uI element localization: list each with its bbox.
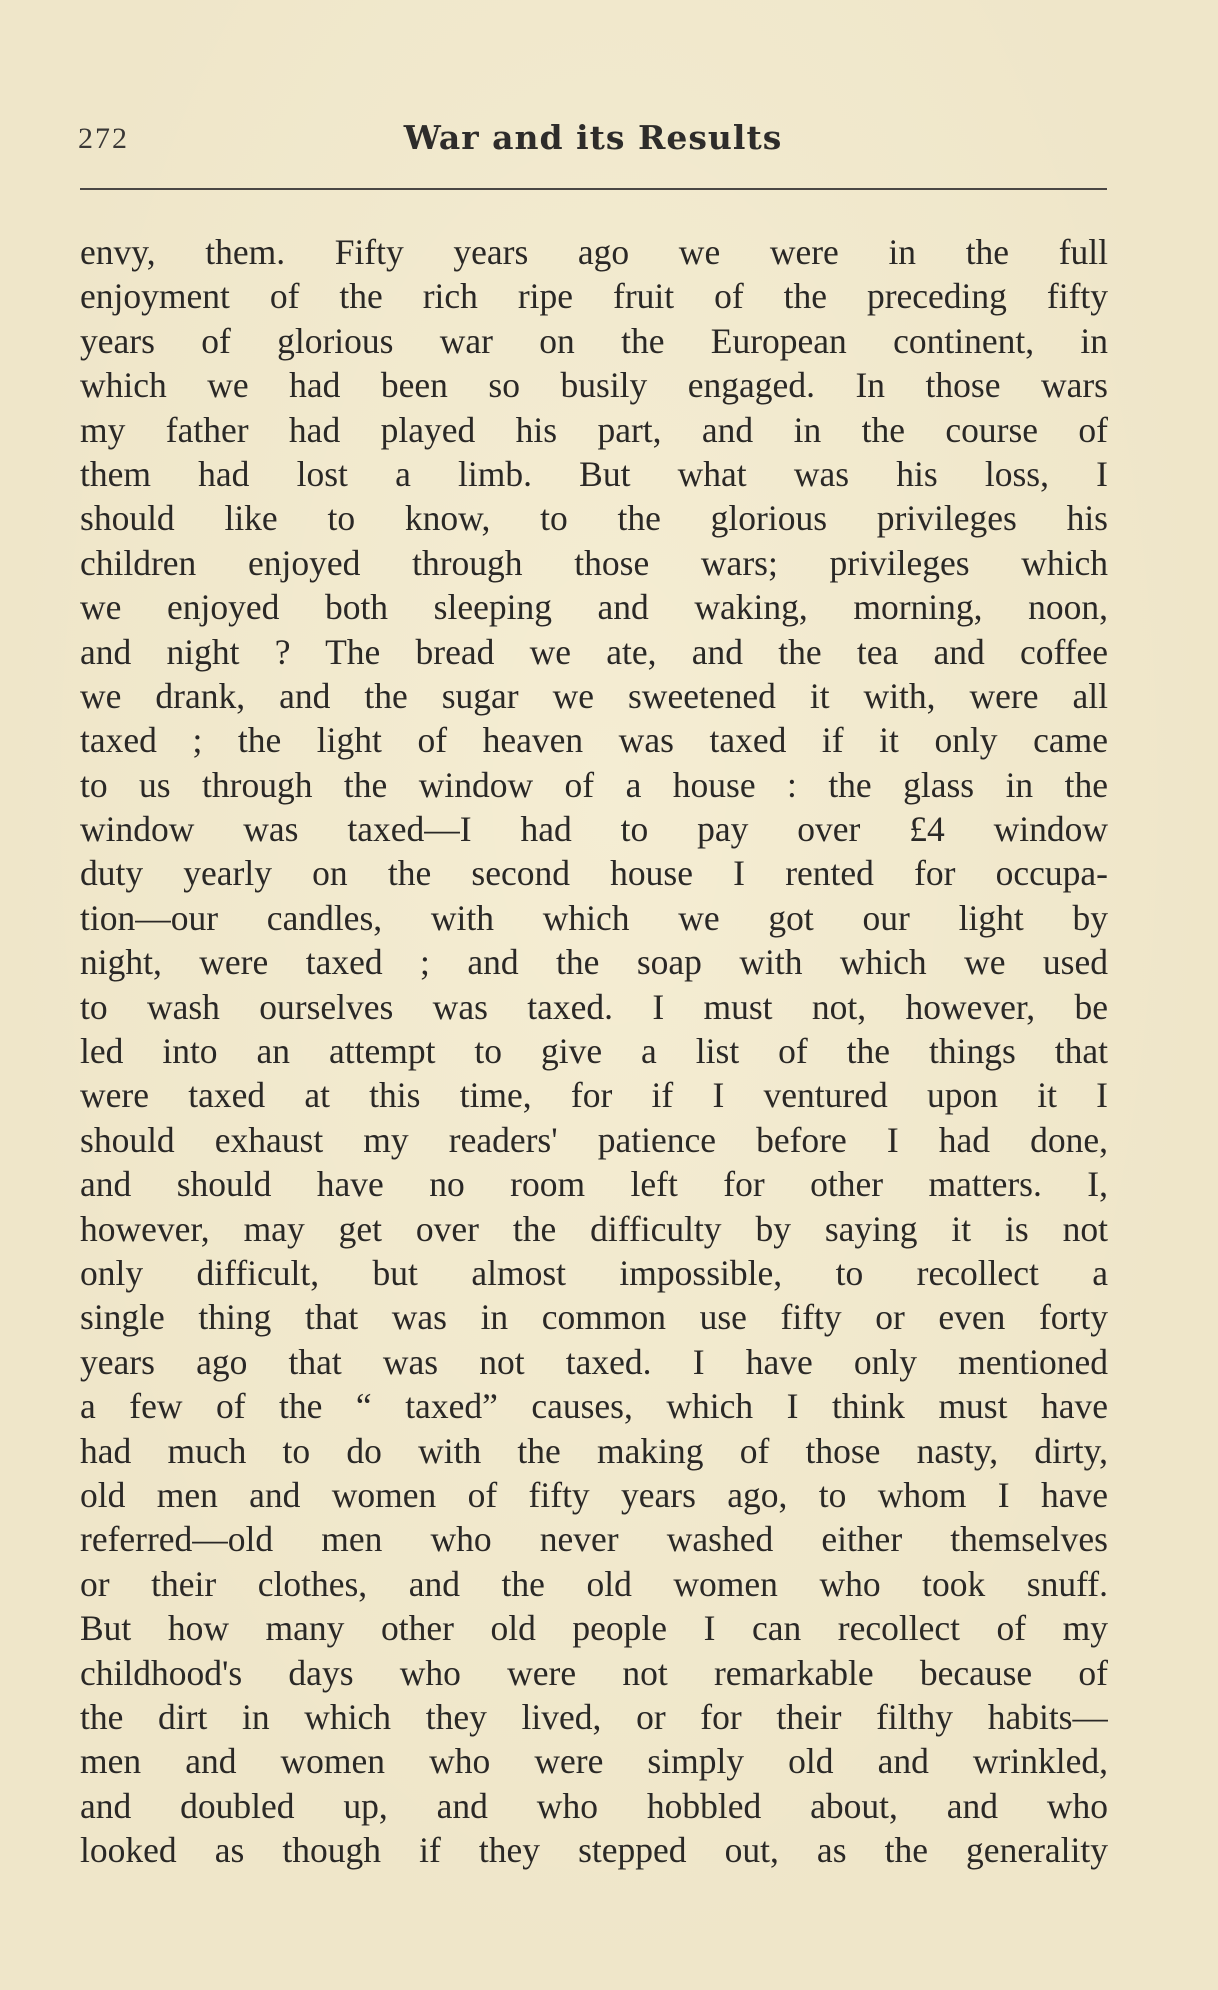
text-line: and doubled up, and who hobbled about, and who	[80, 1785, 1108, 1826]
text-line: years of glorious war on the European continent, in	[80, 320, 1108, 361]
text-line: tion—our candles, with which we got our light by	[80, 897, 1108, 938]
text-line: taxed ; the light of heaven was taxed if it only came	[80, 720, 1108, 761]
body-text	[80, 230, 1108, 1872]
text-line: should exhaust my readers' patience before I had done,	[80, 1119, 1108, 1160]
text-line: had much to do with the making of those nasty, dirty,	[80, 1430, 1108, 1471]
text-line: childhood's days who were not remarkable because of	[80, 1652, 1108, 1693]
text-line: which we had been so busily engaged. In those wars	[80, 365, 1108, 406]
text-line: night, were taxed ; and the soap with which we used	[80, 942, 1108, 983]
text-line: old men and women of fifty years ago, to whom I have	[80, 1474, 1108, 1515]
text-line: we drank, and the sugar we sweetened it with, were all	[80, 675, 1108, 716]
text-line: my father had played his part, and in the course of	[80, 409, 1108, 450]
text-line: or their clothes, and the old women who took snuff.	[80, 1563, 1108, 1604]
text-line: and should have no room left for other matters. I,	[80, 1164, 1108, 1205]
text-line: were taxed at this time, for if I ventured upon it I	[80, 1075, 1108, 1116]
text-line: referred—old men who never washed either themselves	[80, 1519, 1108, 1560]
text-line: however, may get over the difficulty by saying it is not	[80, 1208, 1108, 1249]
text-line: men and women who were simply old and wrinkled,	[80, 1741, 1108, 1782]
text-line: years ago that was not taxed. I have only mentioned	[80, 1341, 1108, 1382]
text-line: enjoyment of the rich ripe fruit of the preceding fifty	[80, 276, 1108, 317]
text-line: envy, them. Fifty years ago we were in the full	[80, 232, 1108, 272]
text-line: single thing that was in common use fifty or even forty	[80, 1297, 1108, 1338]
text-line: to wash ourselves was taxed. I must not, however, be	[80, 986, 1108, 1027]
text-line: we enjoyed both sleeping and waking, morning, noon,	[80, 587, 1108, 628]
header-rule	[80, 188, 1107, 190]
page-header	[78, 118, 1108, 168]
text-line: led into an attempt to give a list of the things that	[80, 1031, 1108, 1072]
text-line: the dirt in which they lived, or for their filthy habits—	[80, 1696, 1108, 1737]
text-line: looked as though if they stepped out, as the generality	[80, 1830, 1108, 1871]
running-title: War and its Results	[403, 118, 783, 157]
text-line: a few of the “ taxed” causes, which I think must have	[80, 1386, 1108, 1427]
text-line: should like to know, to the glorious privileges his	[80, 498, 1108, 539]
text-line: children enjoyed through those wars; privileges which	[80, 542, 1108, 583]
text-line: only difficult, but almost impossible, to recollect a	[80, 1252, 1108, 1293]
text-line: window was taxed—I had to pay over £4 window	[80, 809, 1108, 850]
text-line: duty yearly on the second house I rented for occupa-	[80, 853, 1108, 894]
text-line: to us through the window of a house : the glass in the	[80, 764, 1108, 805]
page-number: 272	[78, 122, 129, 155]
text-line: and night ? The bread we ate, and the tea and coffee	[80, 631, 1108, 672]
text-line: But how many other old people I can recollect of my	[80, 1608, 1108, 1649]
text-line: them had lost a limb. But what was his loss, I	[80, 453, 1108, 494]
